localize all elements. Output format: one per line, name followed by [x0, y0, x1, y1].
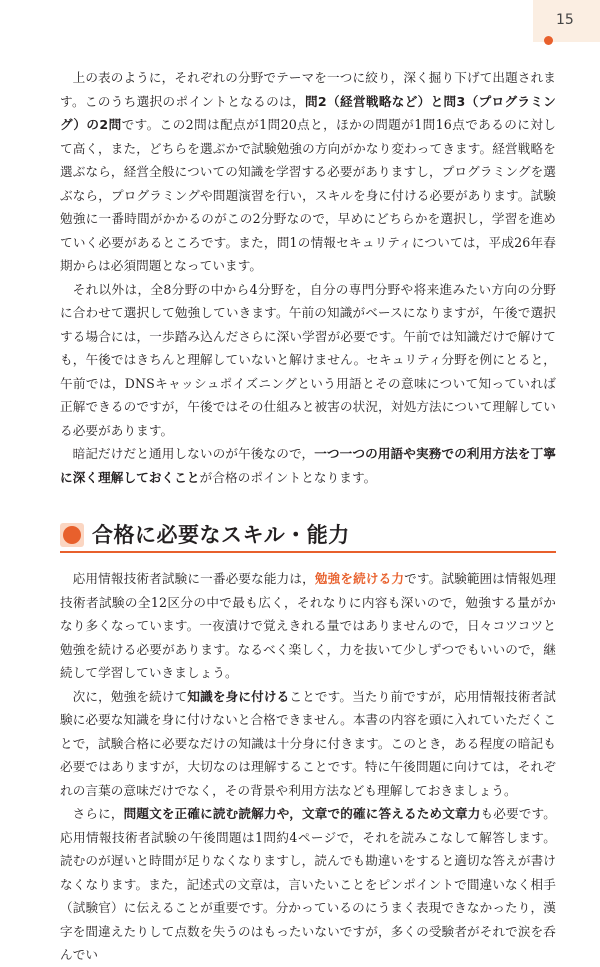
- paragraph-3: 暗記だけだと通用しないのが午後なので，一つ一つの用語や実務での利用方法を丁寧に深く理解しておくことが合格のポイントとなります。: [60, 446, 556, 485]
- paragraph-4: 応用情報技術者試験に一番必要な能力は，勉強を続ける力です。試験範囲は情報処理技術者試験の全12区分の中で最も広く，それなりに内容も深いので，勉強する量がかなり多くなっています。一夜漬けで覚えきれる量ではありませんので，日々コツコツと勉強を続ける必要があります。なるべく楽しく，力を抜いて少しずつでもいいので，継続して学習していきましょう。: [60, 571, 556, 680]
- heading-bullet-dot: [63, 526, 81, 544]
- page-marker-dot: [544, 36, 553, 45]
- emphasis-knowledge: 知識を身に付ける: [187, 688, 290, 704]
- emphasis-continue: 勉強を続ける力: [314, 571, 405, 586]
- paragraph-6: さらに，問題文を正確に読む読解力や，文章で的確に答えるため文章力も必要です。応用情報技術者試験の午後問題は1問約4ページで，それを読みこなして解答します。読むのが遅いと時間が足りなくなりますし，読んでも勘違いをすると適切な答えが書けなくなります。また，記述式の文章は，言いたいことをピンポイントで間違いなく相手（試験官）に伝えることが重要です。分かっているのにうまく表現できなかったり，漢字を間違えたりして点数を失うのはもったいないですが，多くの受験者がそれで涙を呑んでい: [60, 806, 556, 962]
- page-number: 15: [556, 12, 574, 28]
- section-heading: [60, 515, 556, 553]
- section-title: 合格に必要なスキル・能力: [92, 523, 350, 547]
- emphasis-reading: 問題文を正確に読む読解力や，文章で的確に答えるため文章力: [123, 806, 481, 821]
- paragraph-5: 次に，勉強を続けて知識を身に付けることです。当たり前ですが，応用情報技術者試験に必要な知識を身に付けないと合格できません。本書の内容を頭に入れていただくことで，試験合格に必要なだけの知識は十分身に付きます。このとき，ある程度の暗記も必要ではありますが，大切なのは理解することです。特に午後問題に向けては，それぞれの言葉の意味だけでなく，その背景や利用方法なども理解しておきましょう。: [60, 688, 557, 798]
- emphasis-questions: 問2（経営戦略など）と問3（プログラミング）の2問: [60, 93, 556, 132]
- emphasis-understanding: 一つ一つの用語や実務での利用方法を丁寧に深く理解しておくこと: [60, 446, 556, 485]
- paragraph-1: 上の表のように，それぞれの分野でテーマを一つに絞り，深く掘り下げて出題されます。このうち選択のポイントとなるのは，問2（経営戦略など）と問3（プログラミング）の2問です。この2問は配点が1問20点と，ほかの問題が1問16点であるのに対して高く，また，どちらを選ぶかで試験勉強の方向がかなり変わってきます。経営戦略を選ぶなら，経営全般についての知識を学習する必要がありますし，プログラミングを選ぶなら，プログラミングや問題演習を行い，スキルを身に付ける必要があります。試験勉強に一番時間がかかるのがこの2分野なので，早めにどちらかを選択し，学習を進めていく必要があるところです。また，問1の情報セキュリティについては，平成26年春期からは必須問題となっています。: [60, 70, 556, 273]
- body-text: [60, 66, 556, 967]
- paragraph-2: それ以外は，全8分野の中から4分野を，自分の専門分野や将来進みたい方向の分野に合わせて選択して勉強していきます。午前の知識がベースになりますが，午後で選択する場合には，一歩踏み込んださらに深い学習が必要です。午前では知識だけで解けても，午後ではきちんと理解していないと解けません。セキュリティ分野を例にとると，午前では，DNSキャッシュポイズニングという用語とその意味について知っていれば正解できるのですが，午後ではその仕組みと被害の状況，対処方法について理解している必要があります。: [60, 281, 556, 438]
